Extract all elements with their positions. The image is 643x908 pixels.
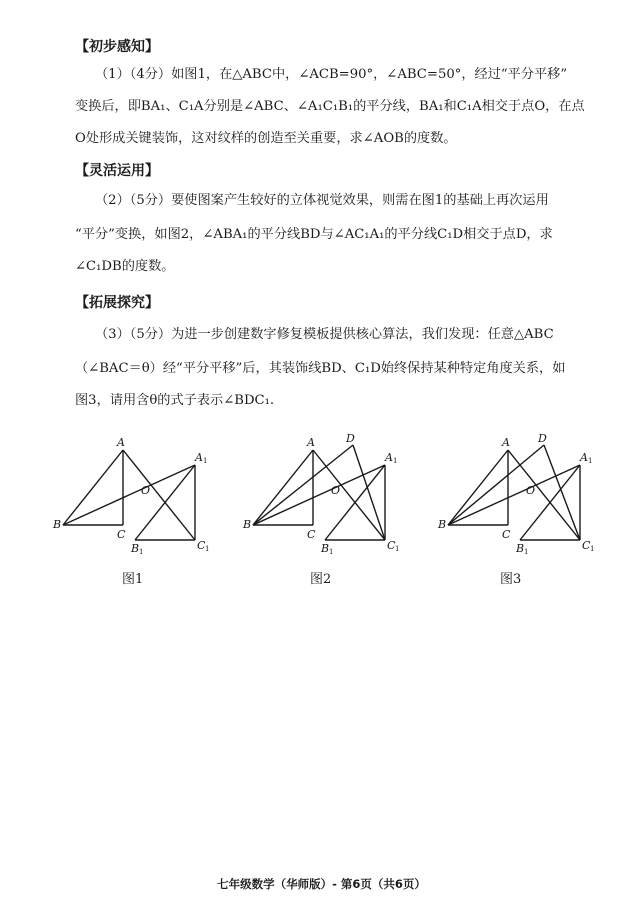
label-o: O	[331, 484, 341, 497]
label-a1: A	[385, 451, 393, 464]
q3-line-1: （3）（5分）为进一步创建数字修复模板提供核心算法，我们发现：任意△ABC	[95, 327, 554, 342]
label-b1: B	[131, 542, 140, 555]
segment-ab	[448, 450, 508, 525]
q2-line-3: ∠C₁DB的度数。	[75, 259, 175, 274]
label-c1: C	[387, 539, 396, 552]
label-b1: B	[516, 542, 525, 555]
label-c1: C	[582, 539, 591, 552]
label-a1-sub: 1	[393, 457, 398, 465]
segment-ab	[63, 450, 123, 525]
label-d: D	[346, 432, 355, 445]
label-b1-sub: 1	[524, 548, 529, 556]
label-a1: A	[195, 451, 203, 464]
label-b1: B	[321, 542, 330, 555]
q1-line-3: O处形成关键装饰，这对纹样的创造至关重要，求∠AOB的度数。	[75, 131, 457, 146]
figure-2	[245, 430, 415, 555]
label-a1-sub: 1	[203, 457, 208, 465]
figure-2-caption: 图2	[310, 572, 332, 587]
label-b: B	[243, 518, 252, 531]
segment-ac1	[313, 450, 385, 540]
q2-line-1: （2）（5分）要使图案产生较好的立体视觉效果，则需在图1的基础上再次运用	[95, 193, 549, 208]
segment-dc1	[544, 445, 580, 540]
q2-line-2: “平分”变换，如图2，∠ABA₁的平分线BD与∠AC₁A₁的平分线C₁D相交于点D，求	[75, 227, 553, 242]
q3-line-3: 图3，请用含θ的式子表示∠BDC₁.	[75, 393, 275, 408]
segment-ab	[253, 450, 313, 525]
section-heading-extension: 【拓展探究】	[75, 295, 159, 311]
label-b: B	[438, 518, 447, 531]
label-c1-sub: 1	[205, 545, 210, 553]
label-b: B	[53, 518, 62, 531]
label-o: O	[526, 484, 536, 497]
q1-line-1: （1）（4分）如图1，在△ABC中，∠ACB=90°，∠ABC=50°，经过“平分平移”	[95, 67, 568, 82]
q3-line-2: （∠BAC＝θ）经“平分平移”后，其装饰线BD、C₁D始终保持某种特定角度关系，如	[75, 361, 566, 376]
page-footer: 七年级数学（华师版）- 第6页（共6页）	[217, 877, 426, 891]
label-b1-sub: 1	[329, 548, 334, 556]
label-c1: C	[197, 539, 206, 552]
segment-ac1	[123, 450, 195, 540]
label-c1-sub: 1	[395, 545, 400, 553]
label-a1-sub: 1	[588, 457, 593, 465]
label-c: C	[502, 528, 511, 541]
label-a1: A	[580, 451, 588, 464]
label-a: A	[502, 436, 510, 449]
figure-1	[55, 430, 225, 555]
label-a: A	[117, 436, 125, 449]
label-c: C	[117, 528, 126, 541]
label-d: D	[538, 432, 547, 445]
label-o: O	[141, 484, 151, 497]
segment-dc1	[353, 445, 385, 540]
label-c: C	[307, 528, 316, 541]
label-a: A	[307, 436, 315, 449]
figure-3	[440, 430, 610, 555]
label-b1-sub: 1	[139, 548, 144, 556]
section-heading-initial: 【初步感知】	[75, 39, 159, 55]
label-c1-sub: 1	[590, 545, 595, 553]
segment-ac1	[508, 450, 580, 540]
figure-1-caption: 图1	[122, 572, 144, 587]
q1-line-2: 变换后，即BA₁、C₁A分别是∠ABC、∠A₁C₁B₁的平分线，BA₁和C₁A相交于点O，在点	[75, 99, 585, 114]
section-heading-application: 【灵活运用】	[75, 163, 159, 179]
figure-3-caption: 图3	[500, 572, 522, 587]
